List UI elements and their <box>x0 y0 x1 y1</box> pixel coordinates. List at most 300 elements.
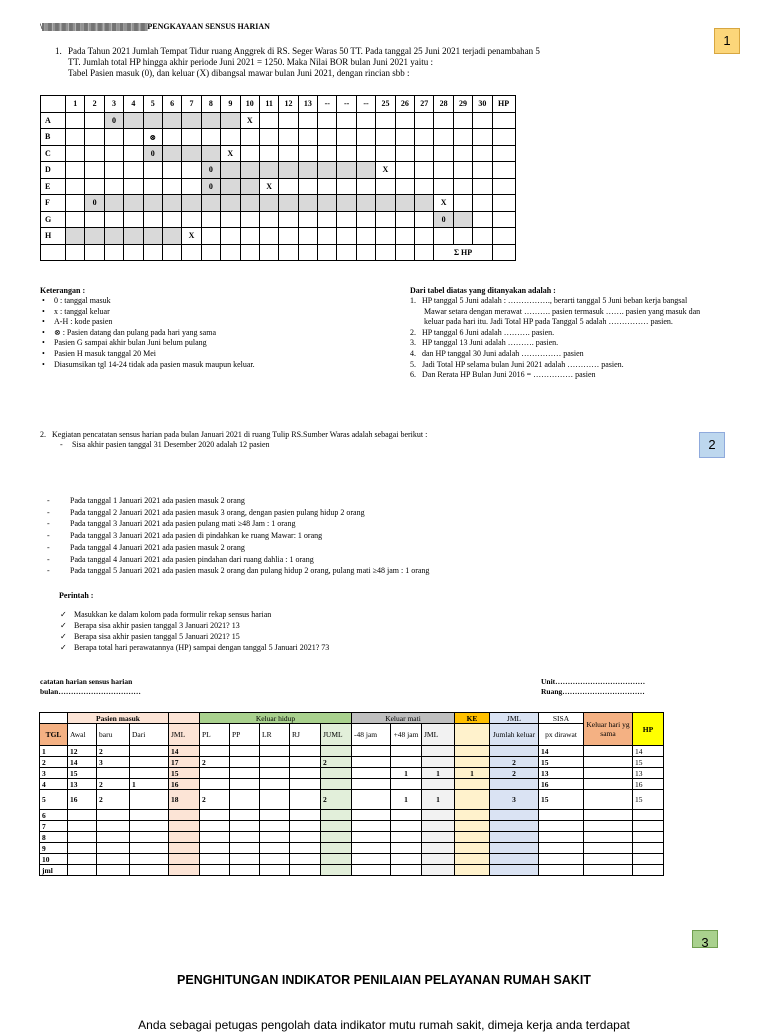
grid-cell <box>492 228 515 245</box>
sensus-cell-awal <box>68 854 97 865</box>
sensus-cell-pp <box>230 757 260 768</box>
sensus-cell-lr <box>260 790 290 810</box>
sensus-cell-jml: 15 <box>169 768 200 779</box>
grid-cell <box>162 162 181 179</box>
header-prefix: \||||||||||||||||||||||||||||||||||||||||||||||||||||||||||||||||||||||||||||||||||||||||||| <box>40 22 148 31</box>
question-item: 2. HP tanggal 6 Juni adalah ………. pasien. <box>410 327 555 337</box>
question-item: keluar pada hari itu. Jadi Total HP pada Tanggal 5 adalah …………… pasien. <box>410 317 673 327</box>
grid-cell <box>395 228 414 245</box>
grid-col-head: -- <box>356 96 375 113</box>
grid-footer-cell <box>415 244 434 261</box>
grid-cell <box>492 162 515 179</box>
grid-cell <box>415 195 434 212</box>
event-item: - Pada tanggal 3 Januari 2021 ada pasien pulang mati ≥48 Jam : 1 orang <box>44 518 704 530</box>
grid-cell <box>143 178 162 195</box>
sensus-cell-p48 <box>391 746 422 757</box>
grid-col-head: 6 <box>162 96 181 113</box>
grid-cell <box>182 195 201 212</box>
group-hp: HP <box>633 713 664 746</box>
patient-grid <box>40 95 516 261</box>
sensus-cell-pp <box>230 746 260 757</box>
grid-cell <box>492 195 515 212</box>
grid-cell <box>221 112 240 129</box>
col-juml: JUML <box>321 724 352 746</box>
question-item: 1. HP tanggal 5 Juni adalah : ……………., berarti tanggal 5 Juni beban kerja bangsal <box>410 296 688 305</box>
question-item: 5. Jadi Total HP selama bulan Juni 2021 adalah ………… pasien. <box>410 359 624 369</box>
form-label-bulan: bulan…………………………… <box>40 687 141 696</box>
q2-sisa-text: Sisa akhir pasien tanggal 31 Desember 2020 adalah 12 pasien <box>72 440 270 449</box>
grid-cell <box>124 178 143 195</box>
sensus-cell-baru: 3 <box>97 757 130 768</box>
grid-cell <box>473 129 492 146</box>
grid-cell: X <box>221 145 240 162</box>
sensus-cell-lr <box>260 821 290 832</box>
grid-col-head: 3 <box>104 96 123 113</box>
grid-cell <box>376 195 395 212</box>
grid-cell <box>492 129 515 146</box>
grid-cell <box>201 228 220 245</box>
grid-cell <box>298 145 317 162</box>
grid-cell <box>124 211 143 228</box>
grid-cell <box>221 178 240 195</box>
grid-cell <box>240 162 259 179</box>
sensus-cell-lr <box>260 746 290 757</box>
grid-cell <box>318 195 337 212</box>
sensus-cell-rj <box>290 779 321 790</box>
perintah-item: ✓ Berapa total hari perawatannya (HP) sampai dengan tanggal 5 Januari 2021? 73 <box>60 642 660 653</box>
sensus-cell-jk: 3 <box>490 790 539 810</box>
col-jml: JML <box>169 724 200 746</box>
grid-footer-blank <box>41 244 66 261</box>
grid-cell <box>356 228 375 245</box>
grid-cell <box>473 112 492 129</box>
event-item: - Pada tanggal 3 Januari 2021 ada pasien di pindahkan ke ruang Mawar: 1 orang <box>44 530 704 542</box>
sensus-cell-rj <box>290 865 321 876</box>
sensus-cell-juml: 2 <box>321 757 352 768</box>
sensus-cell-ke: 1 <box>455 768 490 779</box>
sensus-cell-tgl: 5 <box>40 790 68 810</box>
sensus-cell-m48 <box>352 832 391 843</box>
col-lr: LR <box>260 724 290 746</box>
grid-cell <box>376 211 395 228</box>
grid-cell <box>318 145 337 162</box>
sensus-cell-lr <box>260 854 290 865</box>
grid-cell <box>395 178 414 195</box>
grid-cell <box>124 195 143 212</box>
sensus-cell-jml: 17 <box>169 757 200 768</box>
event-item: - Pada tanggal 5 Januari 2021 ada pasien masuk 2 orang dan pulang hidup 2 orang, pulang mati ≥48 jam : 1 orang <box>44 565 704 577</box>
grid-col-head: 11 <box>259 96 278 113</box>
grid-cell: 0 <box>201 178 220 195</box>
grid-cell <box>356 178 375 195</box>
sensus-cell-hp <box>633 810 664 821</box>
grid-cell <box>201 211 220 228</box>
grid-cell <box>376 145 395 162</box>
question-item: 4. dan HP tanggal 30 Juni adalah …………… pasien <box>410 348 584 358</box>
grid-col-head: HP <box>492 96 515 113</box>
col-jumlah-keluar: Jumlah keluar <box>490 724 539 746</box>
grid-cell <box>453 145 472 162</box>
sensus-cell-juml <box>321 865 352 876</box>
grid-cell <box>182 129 201 146</box>
grid-cell: 0 <box>201 162 220 179</box>
grid-cell <box>356 195 375 212</box>
sensus-cell-lr <box>260 865 290 876</box>
grid-cell <box>453 112 472 129</box>
sensus-cell-dari <box>130 821 169 832</box>
grid-footer-cell <box>279 244 298 261</box>
grid-cell <box>104 129 123 146</box>
sensus-cell-jmlm <box>422 821 455 832</box>
sensus-cell-kh <box>584 821 633 832</box>
grid-cell: X <box>240 112 259 129</box>
sensus-cell-p48 <box>391 757 422 768</box>
sensus-cell-p48 <box>391 865 422 876</box>
grid-cell <box>85 145 104 162</box>
sensus-cell-lr <box>260 843 290 854</box>
grid-cell <box>318 129 337 146</box>
sensus-cell-m48 <box>352 821 391 832</box>
event-item: - Pada tanggal 4 Januari 2021 ada pasien pindahan dari ruang dahlia : 1 orang <box>44 554 704 566</box>
event-item: - Pada tanggal 4 Januari 2021 ada pasien masuk 2 orang <box>44 542 704 554</box>
form-label-unit: Unit……………………………… <box>541 677 646 686</box>
sensus-cell-pp <box>230 843 260 854</box>
grid-cell <box>298 228 317 245</box>
sensus-cell-rj <box>290 854 321 865</box>
sensus-cell-ke <box>455 790 490 810</box>
grid-cell <box>279 178 298 195</box>
sensus-cell-tgl: 1 <box>40 746 68 757</box>
grid-cell <box>124 129 143 146</box>
grid-cell <box>182 112 201 129</box>
grid-cell <box>356 145 375 162</box>
keterangan-heading: Keterangan : <box>40 286 86 295</box>
form-right-labels <box>541 677 645 697</box>
grid-cell <box>337 145 356 162</box>
grid-cell <box>66 129 85 146</box>
grid-col-head: 25 <box>376 96 395 113</box>
grid-cell <box>298 162 317 179</box>
grid-cell <box>221 129 240 146</box>
sensus-cell-dari: 1 <box>130 779 169 790</box>
sensus-cell-awal <box>68 865 97 876</box>
sensus-cell-rj <box>290 810 321 821</box>
sensus-cell-jml <box>169 821 200 832</box>
grid-footer-cell <box>162 244 181 261</box>
grid-cell <box>182 162 201 179</box>
sensus-cell-awal <box>68 810 97 821</box>
sensus-cell-juml <box>321 832 352 843</box>
grid-cell: ⊗ <box>143 129 162 146</box>
grid-cell <box>85 162 104 179</box>
form-label-catatan: catatan harian sensus harian <box>40 677 133 686</box>
grid-cell <box>279 145 298 162</box>
sensus-cell-p48 <box>391 779 422 790</box>
sensus-cell-jmlm <box>422 810 455 821</box>
grid-cell <box>376 129 395 146</box>
sensus-cell-ke <box>455 779 490 790</box>
sensus-cell-kh <box>584 843 633 854</box>
grid-cell <box>453 195 472 212</box>
sensus-cell-awal: 14 <box>68 757 97 768</box>
grid-cell <box>492 211 515 228</box>
grid-col-head: 29 <box>453 96 472 113</box>
sensus-cell-juml <box>321 821 352 832</box>
grid-footer-cell <box>318 244 337 261</box>
grid-cell <box>279 112 298 129</box>
sensus-cell-dari <box>130 843 169 854</box>
grid-cell <box>415 211 434 228</box>
grid-cell: X <box>182 228 201 245</box>
grid-corner <box>41 96 66 113</box>
sensus-cell-sisa <box>539 832 584 843</box>
grid-cell <box>85 129 104 146</box>
sensus-cell-jmlm <box>422 843 455 854</box>
sensus-cell-pp <box>230 832 260 843</box>
grid-cell <box>259 145 278 162</box>
col-p48: +48 jam <box>391 724 422 746</box>
sensus-cell-jk <box>490 746 539 757</box>
sensus-cell-pl <box>200 854 230 865</box>
grid-cell <box>298 178 317 195</box>
sensus-cell-kh <box>584 865 633 876</box>
grid-cell <box>337 178 356 195</box>
sensus-cell-sisa <box>539 854 584 865</box>
sensus-cell-lr <box>260 768 290 779</box>
col-pp: PP <box>230 724 260 746</box>
grid-footer-cell <box>182 244 201 261</box>
sensus-cell-sisa <box>539 865 584 876</box>
grid-cell <box>259 195 278 212</box>
grid-cell <box>415 228 434 245</box>
sensus-cell-ke <box>455 832 490 843</box>
grid-cell <box>182 211 201 228</box>
sensus-cell-tgl: 3 <box>40 768 68 779</box>
grid-cell <box>66 162 85 179</box>
doc-header <box>40 22 270 32</box>
grid-cell: 0 <box>434 211 453 228</box>
sensus-cell-kh <box>584 779 633 790</box>
sensus-cell-awal <box>68 821 97 832</box>
grid-cell <box>104 162 123 179</box>
sensus-cell-p48 <box>391 810 422 821</box>
sensus-cell-m48 <box>352 746 391 757</box>
grid-row-label: G <box>41 211 66 228</box>
grid-cell <box>162 112 181 129</box>
grid-cell <box>85 178 104 195</box>
sensus-cell-sisa <box>539 843 584 854</box>
sensus-cell-juml <box>321 746 352 757</box>
grid-cell <box>318 228 337 245</box>
grid-cell <box>259 112 278 129</box>
q1-line2: TT. Jumlah total HP hingga akhir periode Juni 2021 = 1250. Maka Nilai BOR bulan Juni 2021 yaitu : <box>68 57 434 67</box>
sensus-cell-pp <box>230 854 260 865</box>
sensus-cell-dari <box>130 810 169 821</box>
questions-heading: Dari tabel diatas yang ditanyakan adalah : <box>410 286 556 295</box>
sensus-cell-hp <box>633 832 664 843</box>
sensus-cell-jmlm <box>422 854 455 865</box>
grid-cell <box>434 129 453 146</box>
sensus-cell-juml <box>321 779 352 790</box>
sensus-cell-kh <box>584 810 633 821</box>
perintah-item: ✓ Masukkan ke dalam kolom pada formulir rekap sensus harian <box>60 609 660 620</box>
sensus-cell-hp: 13 <box>633 768 664 779</box>
grid-cell <box>259 228 278 245</box>
grid-cell <box>85 112 104 129</box>
grid-cell <box>66 228 85 245</box>
grid-cell <box>85 211 104 228</box>
question-item: 6. Dan Rerata HP Bulan Juni 2016 = …………… pasien <box>410 370 596 380</box>
grid-footer-cell <box>240 244 259 261</box>
blank-head <box>40 713 68 724</box>
sensus-cell-baru: 2 <box>97 746 130 757</box>
q2-intro-text: Kegiatan pencatatan sensus harian pada bulan Januari 2021 di ruang Tulip RS.Sumber Waras adalah sebagai berikut : <box>52 430 428 439</box>
sensus-cell-tgl: 2 <box>40 757 68 768</box>
col-jmlm: JML <box>422 724 455 746</box>
grid-cell <box>356 129 375 146</box>
sensus-cell-rj <box>290 768 321 779</box>
sensus-cell-jmlm <box>422 832 455 843</box>
sensus-cell-rj <box>290 790 321 810</box>
sensus-cell-m48 <box>352 865 391 876</box>
grid-cell <box>162 145 181 162</box>
grid-cell <box>124 162 143 179</box>
sensus-cell-sisa: 13 <box>539 768 584 779</box>
sensus-cell-m48 <box>352 779 391 790</box>
grid-col-head: 4 <box>124 96 143 113</box>
sensus-cell-pl <box>200 832 230 843</box>
grid-cell <box>337 112 356 129</box>
grid-row-label: H <box>41 228 66 245</box>
sensus-cell-baru: 2 <box>97 790 130 810</box>
col-rj: RJ <box>290 724 321 746</box>
grid-cell <box>124 228 143 245</box>
sensus-cell-sisa: 14 <box>539 746 584 757</box>
sensus-cell-m48 <box>352 757 391 768</box>
sensus-cell-pp <box>230 821 260 832</box>
grid-cell <box>318 162 337 179</box>
sensus-cell-ke <box>455 865 490 876</box>
grid-row-label: D <box>41 162 66 179</box>
sensus-cell-kh <box>584 757 633 768</box>
sensus-cell-sisa: 16 <box>539 779 584 790</box>
sensus-cell-tgl: jml <box>40 865 68 876</box>
grid-cell <box>104 178 123 195</box>
sensus-cell-baru <box>97 854 130 865</box>
grid-cell <box>143 112 162 129</box>
sensus-cell-baru: 2 <box>97 779 130 790</box>
grid-cell <box>337 195 356 212</box>
sensus-cell-jk <box>490 779 539 790</box>
grid-cell <box>337 129 356 146</box>
grid-cell <box>318 112 337 129</box>
sensus-cell-jk: 2 <box>490 768 539 779</box>
sensus-cell-jmlm <box>422 865 455 876</box>
sensus-cell-jk <box>490 854 539 865</box>
group-ke: KE <box>455 713 490 724</box>
grid-cell <box>104 195 123 212</box>
grid-cell <box>162 129 181 146</box>
sensus-cell-pl <box>200 865 230 876</box>
grid-cell <box>395 211 414 228</box>
grid-cell <box>259 211 278 228</box>
event-item: - Pada tanggal 2 Januari 2021 ada pasien masuk 3 orang, dengan pasien pulang hidup 2 orang <box>44 507 704 519</box>
sensus-cell-jk <box>490 821 539 832</box>
header-title: PENGKAYAAN SENSUS HARIAN <box>147 22 270 31</box>
grid-cell <box>492 112 515 129</box>
grid-col-head: 8 <box>201 96 220 113</box>
keterangan-item: • 0 : tanggal masuk <box>40 296 380 307</box>
grid-cell <box>415 162 434 179</box>
grid-sum-hp: Σ HP <box>434 244 492 261</box>
grid-cell <box>279 162 298 179</box>
grid-cell <box>66 112 85 129</box>
grid-cell <box>395 129 414 146</box>
grid-cell <box>279 195 298 212</box>
group-mati: Keluar mati <box>352 713 455 724</box>
grid-cell <box>240 228 259 245</box>
grid-cell <box>201 195 220 212</box>
sensus-cell-pp <box>230 865 260 876</box>
sensus-cell-jk: 2 <box>490 757 539 768</box>
sensus-cell-rj <box>290 746 321 757</box>
grid-cell <box>415 178 434 195</box>
sensus-cell-pl <box>200 779 230 790</box>
sensus-cell-jml <box>169 854 200 865</box>
grid-col-head: 28 <box>434 96 453 113</box>
sensus-cell-dari <box>130 854 169 865</box>
grid-row-label: B <box>41 129 66 146</box>
q1-line3: Tabel Pasien masuk (0), dan keluar (X) dibangsal mawar bulan Juni 2021, dengan rincian sbb : <box>68 68 410 78</box>
q2-events <box>44 495 704 577</box>
perintah-list <box>60 609 660 653</box>
sensus-cell-jml: 18 <box>169 790 200 810</box>
grid-cell <box>201 129 220 146</box>
grid-footer-cell <box>492 244 515 261</box>
badge-3: 3 <box>692 930 718 948</box>
grid-cell <box>434 162 453 179</box>
grid-footer-cell <box>66 244 85 261</box>
sensus-cell-rj <box>290 843 321 854</box>
col-baru: baru <box>97 724 130 746</box>
grid-col-head: 1 <box>66 96 85 113</box>
grid-cell <box>356 112 375 129</box>
sensus-cell-p48 <box>391 832 422 843</box>
grid-cell <box>240 145 259 162</box>
grid-cell <box>337 228 356 245</box>
grid-cell <box>279 228 298 245</box>
col-pl: PL <box>200 724 230 746</box>
grid-cell <box>259 129 278 146</box>
sensus-cell-lr <box>260 832 290 843</box>
sensus-cell-baru <box>97 865 130 876</box>
group-masuk: Pasien masuk <box>68 713 169 724</box>
sensus-cell-pp <box>230 779 260 790</box>
q2-sisa: - Sisa akhir pasien tanggal 31 Desember 2020 adalah 12 pasien <box>60 440 270 449</box>
grid-cell <box>337 162 356 179</box>
sensus-cell-juml <box>321 843 352 854</box>
grid-col-head: 12 <box>279 96 298 113</box>
grid-cell <box>434 178 453 195</box>
sensus-cell-juml <box>321 810 352 821</box>
grid-footer-cell <box>104 244 123 261</box>
grid-col-head: 9 <box>221 96 240 113</box>
sensus-cell-awal <box>68 843 97 854</box>
grid-footer-cell <box>356 244 375 261</box>
sensus-cell-p48 <box>391 854 422 865</box>
grid-cell <box>279 211 298 228</box>
grid-cell <box>376 178 395 195</box>
